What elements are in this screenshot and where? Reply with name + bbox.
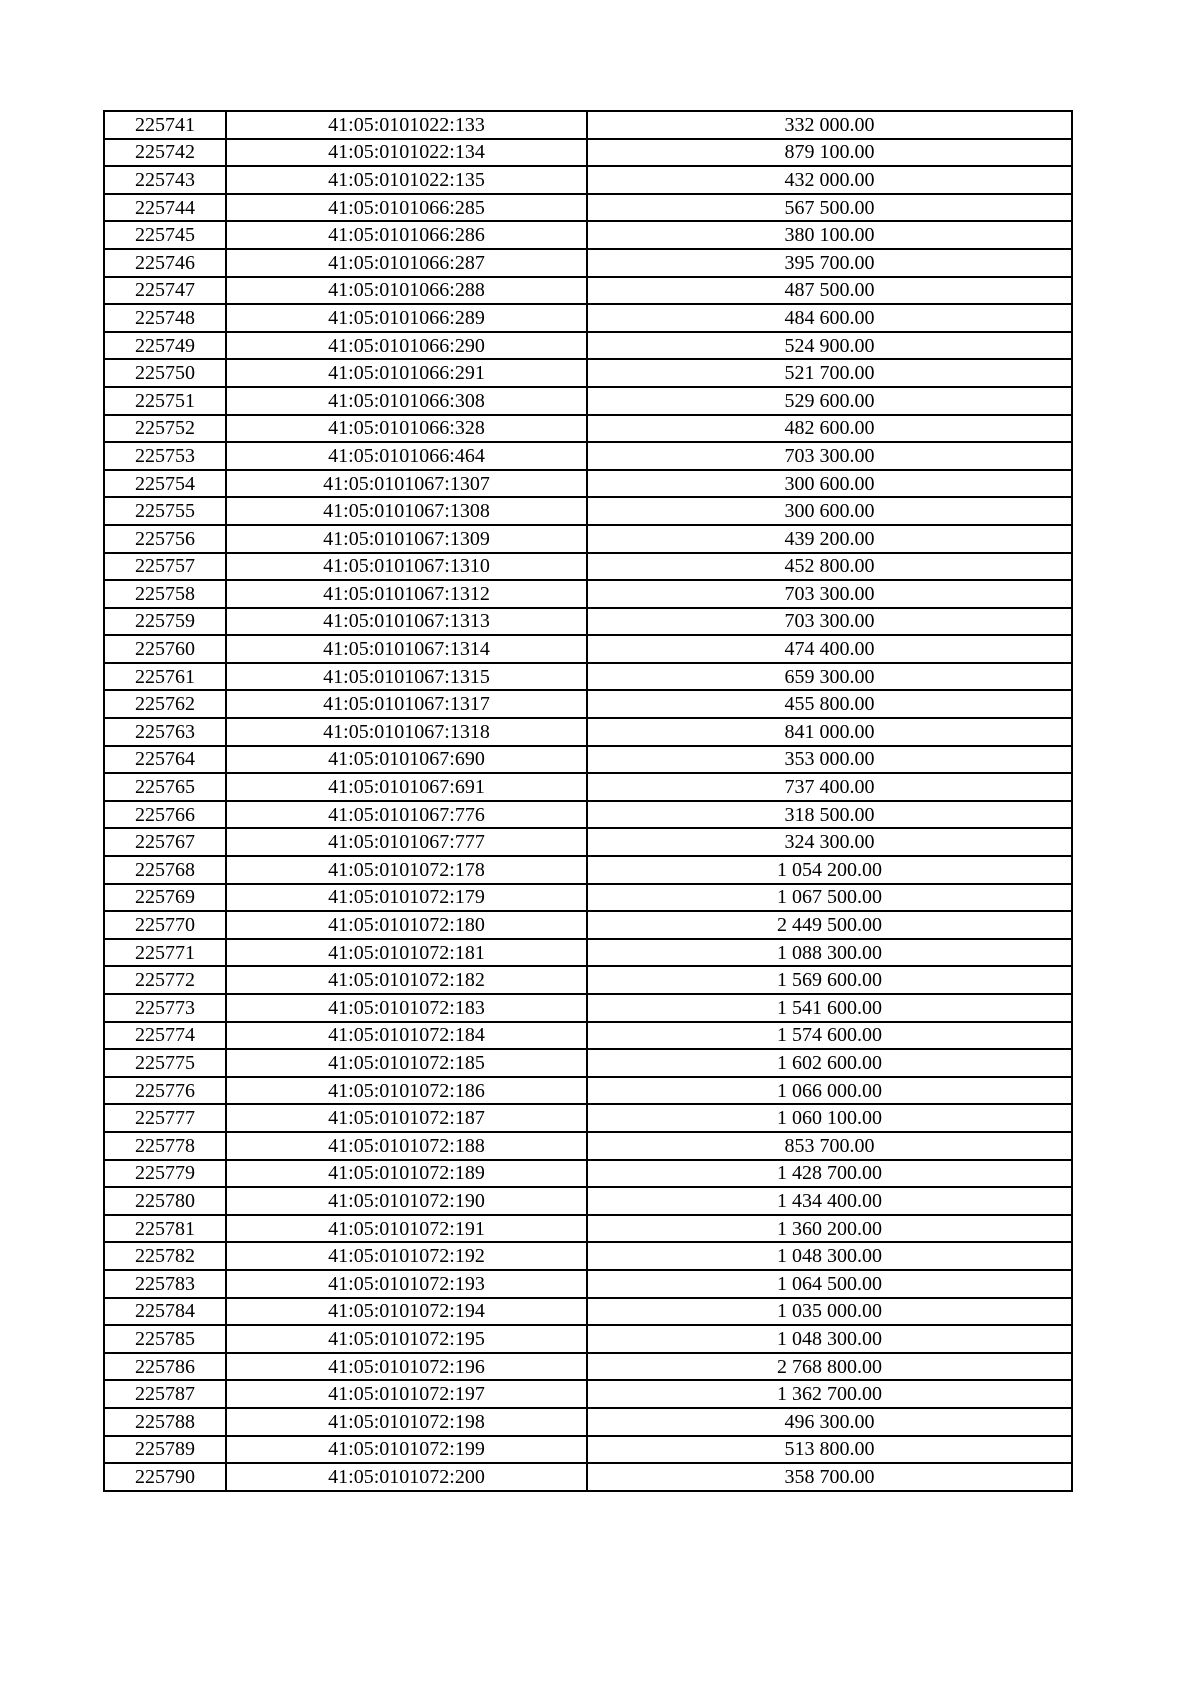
cadastral-number-cell: 41:05:0101067:691 — [226, 773, 587, 801]
table-row — [104, 746, 1072, 774]
cadastral-number-cell: 41:05:0101072:200 — [226, 1463, 587, 1491]
row-number-cell: 225754 — [104, 470, 226, 498]
row-number-cell: 225779 — [104, 1160, 226, 1188]
cadastral-number-cell: 41:05:0101072:194 — [226, 1298, 587, 1326]
row-number-cell: 225789 — [104, 1436, 226, 1464]
cadastral-number-cell: 41:05:0101067:777 — [226, 828, 587, 856]
row-number-cell: 225757 — [104, 553, 226, 581]
row-number-cell: 225785 — [104, 1325, 226, 1353]
cadastral-value-cell: 1 602 600.00 — [587, 1049, 1072, 1077]
cadastral-value-cell: 703 300.00 — [587, 580, 1072, 608]
cadastral-number-cell: 41:05:0101072:192 — [226, 1242, 587, 1270]
table-row — [104, 856, 1072, 884]
table-row — [104, 608, 1072, 636]
row-number-cell: 225758 — [104, 580, 226, 608]
cadastral-number-cell: 41:05:0101072:197 — [226, 1380, 587, 1408]
cadastral-number-cell: 41:05:0101072:180 — [226, 911, 587, 939]
row-number-cell: 225774 — [104, 1022, 226, 1050]
cadastral-value-cell: 524 900.00 — [587, 332, 1072, 360]
cadastral-value-cell: 487 500.00 — [587, 277, 1072, 305]
cadastral-number-cell: 41:05:0101066:291 — [226, 359, 587, 387]
cadastral-value-cell: 703 300.00 — [587, 608, 1072, 636]
cadastral-value-cell: 358 700.00 — [587, 1463, 1072, 1491]
cadastral-number-cell: 41:05:0101066:464 — [226, 442, 587, 470]
row-number-cell: 225790 — [104, 1463, 226, 1491]
table-row — [104, 1380, 1072, 1408]
cadastral-number-cell: 41:05:0101072:187 — [226, 1104, 587, 1132]
table-row — [104, 1242, 1072, 1270]
table-row — [104, 1160, 1072, 1188]
table-row — [104, 442, 1072, 470]
table-body — [104, 111, 1072, 1491]
row-number-cell: 225763 — [104, 718, 226, 746]
cadastral-value-cell: 1 067 500.00 — [587, 884, 1072, 912]
cadastral-number-cell: 41:05:0101072:179 — [226, 884, 587, 912]
row-number-cell: 225761 — [104, 663, 226, 691]
cadastral-value-cell: 455 800.00 — [587, 690, 1072, 718]
cadastral-number-cell: 41:05:0101066:328 — [226, 415, 587, 443]
table-row — [104, 911, 1072, 939]
row-number-cell: 225777 — [104, 1104, 226, 1132]
table-row — [104, 1049, 1072, 1077]
cadastral-number-cell: 41:05:0101022:133 — [226, 111, 587, 139]
row-number-cell: 225741 — [104, 111, 226, 139]
row-number-cell: 225764 — [104, 746, 226, 774]
cadastral-value-cell: 1 362 700.00 — [587, 1380, 1072, 1408]
cadastral-number-cell: 41:05:0101072:181 — [226, 939, 587, 967]
table-row — [104, 553, 1072, 581]
cadastral-value-cell: 1 088 300.00 — [587, 939, 1072, 967]
table-row — [104, 194, 1072, 222]
table-row — [104, 966, 1072, 994]
row-number-cell: 225760 — [104, 635, 226, 663]
cadastral-number-cell: 41:05:0101067:1317 — [226, 690, 587, 718]
table-row — [104, 1325, 1072, 1353]
cadastral-value-cell: 1 054 200.00 — [587, 856, 1072, 884]
cadastral-number-cell: 41:05:0101067:1310 — [226, 553, 587, 581]
table-row — [104, 1104, 1072, 1132]
cadastral-value-cell: 853 700.00 — [587, 1132, 1072, 1160]
cadastral-value-table — [103, 110, 1073, 1492]
cadastral-value-cell: 1 066 000.00 — [587, 1077, 1072, 1105]
cadastral-number-cell: 41:05:0101067:1307 — [226, 470, 587, 498]
table-row — [104, 249, 1072, 277]
cadastral-value-cell: 1 428 700.00 — [587, 1160, 1072, 1188]
row-number-cell: 225787 — [104, 1380, 226, 1408]
row-number-cell: 225755 — [104, 497, 226, 525]
cadastral-number-cell: 41:05:0101072:195 — [226, 1325, 587, 1353]
row-number-cell: 225769 — [104, 884, 226, 912]
cadastral-number-cell: 41:05:0101067:1313 — [226, 608, 587, 636]
table-row — [104, 359, 1072, 387]
cadastral-value-cell: 737 400.00 — [587, 773, 1072, 801]
table-row — [104, 525, 1072, 553]
cadastral-value-cell: 324 300.00 — [587, 828, 1072, 856]
cadastral-number-cell: 41:05:0101072:189 — [226, 1160, 587, 1188]
row-number-cell: 225778 — [104, 1132, 226, 1160]
row-number-cell: 225776 — [104, 1077, 226, 1105]
cadastral-number-cell: 41:05:0101067:1309 — [226, 525, 587, 553]
cadastral-value-cell: 659 300.00 — [587, 663, 1072, 691]
row-number-cell: 225766 — [104, 801, 226, 829]
row-number-cell: 225770 — [104, 911, 226, 939]
row-number-cell: 225767 — [104, 828, 226, 856]
row-number-cell: 225743 — [104, 166, 226, 194]
cadastral-value-cell: 529 600.00 — [587, 387, 1072, 415]
row-number-cell: 225756 — [104, 525, 226, 553]
cadastral-value-cell: 439 200.00 — [587, 525, 1072, 553]
cadastral-number-cell: 41:05:0101066:308 — [226, 387, 587, 415]
cadastral-value-cell: 567 500.00 — [587, 194, 1072, 222]
table-row — [104, 1298, 1072, 1326]
table-row — [104, 497, 1072, 525]
cadastral-number-cell: 41:05:0101067:1318 — [226, 718, 587, 746]
cadastral-number-cell: 41:05:0101022:134 — [226, 139, 587, 167]
cadastral-number-cell: 41:05:0101066:290 — [226, 332, 587, 360]
row-number-cell: 225772 — [104, 966, 226, 994]
cadastral-number-cell: 41:05:0101072:184 — [226, 1022, 587, 1050]
cadastral-value-cell: 1 541 600.00 — [587, 994, 1072, 1022]
cadastral-number-cell: 41:05:0101072:188 — [226, 1132, 587, 1160]
table-row — [104, 1022, 1072, 1050]
cadastral-number-cell: 41:05:0101066:286 — [226, 221, 587, 249]
cadastral-value-cell: 482 600.00 — [587, 415, 1072, 443]
cadastral-value-cell: 496 300.00 — [587, 1408, 1072, 1436]
cadastral-value-cell: 841 000.00 — [587, 718, 1072, 746]
cadastral-value-cell: 1 048 300.00 — [587, 1325, 1072, 1353]
cadastral-number-cell: 41:05:0101072:186 — [226, 1077, 587, 1105]
row-number-cell: 225762 — [104, 690, 226, 718]
cadastral-number-cell: 41:05:0101072:182 — [226, 966, 587, 994]
table-row — [104, 1077, 1072, 1105]
cadastral-number-cell: 41:05:0101067:1308 — [226, 497, 587, 525]
cadastral-value-cell: 1 434 400.00 — [587, 1187, 1072, 1215]
row-number-cell: 225781 — [104, 1215, 226, 1243]
table-row — [104, 580, 1072, 608]
cadastral-number-cell: 41:05:0101066:287 — [226, 249, 587, 277]
table-row — [104, 1436, 1072, 1464]
table-row — [104, 415, 1072, 443]
cadastral-number-cell: 41:05:0101072:196 — [226, 1353, 587, 1381]
table-row — [104, 1132, 1072, 1160]
row-number-cell: 225768 — [104, 856, 226, 884]
table-row — [104, 387, 1072, 415]
cadastral-value-cell: 300 600.00 — [587, 497, 1072, 525]
row-number-cell: 225753 — [104, 442, 226, 470]
cadastral-number-cell: 41:05:0101067:776 — [226, 801, 587, 829]
cadastral-value-cell: 1 064 500.00 — [587, 1270, 1072, 1298]
row-number-cell: 225784 — [104, 1298, 226, 1326]
table-row — [104, 828, 1072, 856]
cadastral-value-cell: 484 600.00 — [587, 304, 1072, 332]
cadastral-value-cell: 300 600.00 — [587, 470, 1072, 498]
table-row — [104, 1187, 1072, 1215]
row-number-cell: 225749 — [104, 332, 226, 360]
cadastral-number-cell: 41:05:0101066:285 — [226, 194, 587, 222]
row-number-cell: 225783 — [104, 1270, 226, 1298]
cadastral-number-cell: 41:05:0101072:178 — [226, 856, 587, 884]
row-number-cell: 225788 — [104, 1408, 226, 1436]
table-row — [104, 690, 1072, 718]
cadastral-value-cell: 318 500.00 — [587, 801, 1072, 829]
table-row — [104, 994, 1072, 1022]
row-number-cell: 225744 — [104, 194, 226, 222]
cadastral-number-cell: 41:05:0101072:185 — [226, 1049, 587, 1077]
cadastral-value-cell: 353 000.00 — [587, 746, 1072, 774]
cadastral-value-cell: 432 000.00 — [587, 166, 1072, 194]
cadastral-value-cell: 380 100.00 — [587, 221, 1072, 249]
row-number-cell: 225775 — [104, 1049, 226, 1077]
cadastral-value-cell: 1 569 600.00 — [587, 966, 1072, 994]
cadastral-number-cell: 41:05:0101022:135 — [226, 166, 587, 194]
cadastral-value-cell: 474 400.00 — [587, 635, 1072, 663]
row-number-cell: 225782 — [104, 1242, 226, 1270]
cadastral-number-cell: 41:05:0101072:193 — [226, 1270, 587, 1298]
cadastral-number-cell: 41:05:0101072:190 — [226, 1187, 587, 1215]
table-row — [104, 1408, 1072, 1436]
table-row — [104, 111, 1072, 139]
cadastral-number-cell: 41:05:0101067:1312 — [226, 580, 587, 608]
cadastral-value-cell: 1 574 600.00 — [587, 1022, 1072, 1050]
row-number-cell: 225747 — [104, 277, 226, 305]
row-number-cell: 225748 — [104, 304, 226, 332]
cadastral-value-cell: 395 700.00 — [587, 249, 1072, 277]
row-number-cell: 225773 — [104, 994, 226, 1022]
cadastral-value-cell: 1 035 000.00 — [587, 1298, 1072, 1326]
table-row — [104, 801, 1072, 829]
row-number-cell: 225765 — [104, 773, 226, 801]
cadastral-number-cell: 41:05:0101072:199 — [226, 1436, 587, 1464]
cadastral-value-cell: 1 360 200.00 — [587, 1215, 1072, 1243]
table-row — [104, 332, 1072, 360]
cadastral-value-cell: 513 800.00 — [587, 1436, 1072, 1464]
cadastral-value-cell: 703 300.00 — [587, 442, 1072, 470]
table-row — [104, 939, 1072, 967]
cadastral-number-cell: 41:05:0101067:1314 — [226, 635, 587, 663]
table-row — [104, 1353, 1072, 1381]
row-number-cell: 225771 — [104, 939, 226, 967]
cadastral-number-cell: 41:05:0101067:690 — [226, 746, 587, 774]
row-number-cell: 225780 — [104, 1187, 226, 1215]
cadastral-number-cell: 41:05:0101066:289 — [226, 304, 587, 332]
cadastral-number-cell: 41:05:0101066:288 — [226, 277, 587, 305]
table-row — [104, 304, 1072, 332]
table-row — [104, 1215, 1072, 1243]
table-row — [104, 884, 1072, 912]
row-number-cell: 225746 — [104, 249, 226, 277]
cadastral-number-cell: 41:05:0101067:1315 — [226, 663, 587, 691]
cadastral-value-cell: 1 060 100.00 — [587, 1104, 1072, 1132]
cadastral-number-cell: 41:05:0101072:191 — [226, 1215, 587, 1243]
row-number-cell: 225750 — [104, 359, 226, 387]
cadastral-value-cell: 1 048 300.00 — [587, 1242, 1072, 1270]
table-row — [104, 221, 1072, 249]
cadastral-value-cell: 332 000.00 — [587, 111, 1072, 139]
table-row — [104, 1270, 1072, 1298]
row-number-cell: 225745 — [104, 221, 226, 249]
cadastral-value-cell: 2 768 800.00 — [587, 1353, 1072, 1381]
cadastral-number-cell: 41:05:0101072:198 — [226, 1408, 587, 1436]
table-row — [104, 139, 1072, 167]
row-number-cell: 225759 — [104, 608, 226, 636]
row-number-cell: 225751 — [104, 387, 226, 415]
row-number-cell: 225752 — [104, 415, 226, 443]
table-row — [104, 773, 1072, 801]
cadastral-value-cell: 521 700.00 — [587, 359, 1072, 387]
cadastral-value-cell: 879 100.00 — [587, 139, 1072, 167]
table-row — [104, 663, 1072, 691]
table-row — [104, 277, 1072, 305]
cadastral-value-cell: 452 800.00 — [587, 553, 1072, 581]
table-row — [104, 166, 1072, 194]
table-row — [104, 635, 1072, 663]
table-row — [104, 718, 1072, 746]
table-row — [104, 470, 1072, 498]
cadastral-value-cell: 2 449 500.00 — [587, 911, 1072, 939]
cadastral-number-cell: 41:05:0101072:183 — [226, 994, 587, 1022]
row-number-cell: 225786 — [104, 1353, 226, 1381]
table-row — [104, 1463, 1072, 1491]
row-number-cell: 225742 — [104, 139, 226, 167]
